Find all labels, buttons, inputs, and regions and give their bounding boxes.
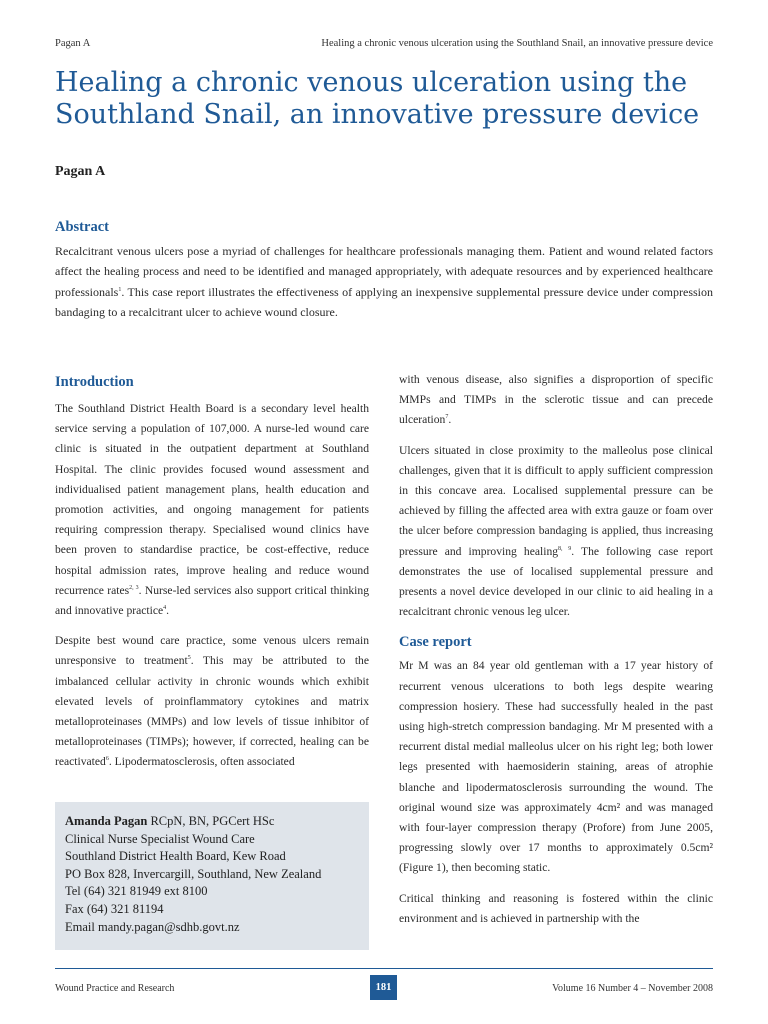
- article-title-line-2: Southland Snail, an innovative pressure device: [55, 99, 700, 130]
- case-report-paragraph-2: Critical thinking and reasoning is fostered within the clinic environment and is achieved in partnership with the: [399, 891, 713, 925]
- running-header-title: Healing a chronic venous ulceration using the Southland Snail, an innovative pressure device: [321, 38, 713, 49]
- text-run: .: [166, 604, 170, 618]
- abstract-text: [55, 241, 713, 322]
- article-title: [55, 67, 715, 131]
- text-run: . Lipodermatosclerosis, often associated: [108, 755, 295, 769]
- abstract-text-part: Recalcitrant venous ulcers pose a myriad of challenges for healthcare professionals managing them. Patient and wound related factors affect the healing process and need to be identified and managed appropriately, with adequate resources and by experienced healthcare professionals: [55, 244, 713, 299]
- author-box-address: PO Box 828, Invercargill, Southland, New Zealand: [65, 866, 322, 881]
- citation-ref: 2, 3: [129, 584, 139, 591]
- introduction-paragraph-1: [55, 399, 369, 621]
- abstract-heading: Abstract: [55, 219, 109, 235]
- left-column: [55, 372, 369, 783]
- right-column: [399, 370, 713, 939]
- text-run: Despite best wound care practice, some venous ulcers remain unresponsive to treatment: [55, 634, 369, 668]
- case-report-paragraph-1: Mr M was an 84 year old gentleman with a 17 year history of recurrent venous ulcerations to both legs despite wearing compression hosiery. These had successfully healed in the past using high-stretch compression bandaging. Mr M presented with a recurrent distal medial malleolus ulcer on his right leg; both lower legs presented with haemosiderin staining, areas of atrophie blanche and lipodermatosclerosis surrounding the wound. The original wound size was approximately 4cm² and was managed with four-layer compression therapy (Profore) from June 2005, progressing slowly over 17 months to approximately 0.5cm² (Figure 1), then becoming static.: [399, 659, 713, 875]
- citation-ref: 6: [105, 756, 109, 763]
- footer-volume-info: Volume 16 Number 4 – November 2008: [552, 983, 713, 994]
- text-run: . The following case report demonstrates the use of localised supplemental pressure and presents a novel device developed in our clinic to aid healing in a recalcitrant chronic venous leg ulcer.: [399, 544, 713, 619]
- page-number-badge: 181: [370, 975, 397, 1000]
- case-report-heading: Case report: [399, 634, 472, 651]
- right-paragraph-2: [399, 441, 713, 623]
- author-box-fax: Fax (64) 321 81194: [65, 901, 164, 916]
- citation-ref: 7: [445, 414, 449, 421]
- footer-journal-name: Wound Practice and Research: [55, 983, 175, 994]
- abstract-text-part: . This case report illustrates the effectiveness of applying an inexpensive supplemental pressure device under compression bandaging to a recalcitrant ulcer to achieve wound closure.: [55, 284, 713, 319]
- introduction-paragraph-2: [55, 631, 369, 772]
- text-run: .: [448, 413, 452, 427]
- right-paragraph-1: [399, 370, 713, 431]
- footer-divider: [55, 968, 713, 969]
- author-box-email[interactable]: Email mandy.pagan@sdhb.govt.nz: [65, 919, 240, 934]
- introduction-heading: Introduction: [55, 374, 134, 390]
- author-box-name: Amanda Pagan: [65, 814, 148, 828]
- running-header-author: Pagan A: [55, 38, 91, 49]
- author-box-organisation: Southland District Health Board, Kew Road: [65, 849, 286, 864]
- running-header: [55, 38, 713, 54]
- text-run: . Nurse-led services also support critical thinking and innovative practice: [55, 583, 369, 618]
- citation-ref: 1: [118, 286, 122, 293]
- author-box-telephone: Tel (64) 321 81949 ext 8100: [65, 884, 208, 899]
- author-box-credentials: RCpN, BN, PGCert HSc: [147, 814, 275, 828]
- citation-ref: 8, 9: [558, 545, 572, 552]
- citation-ref: 5: [187, 655, 191, 662]
- text-run: Ulcers situated in close proximity to the malleolus pose clinical challenges, given that it is difficult to apply sufficient compression in this concave area. Localised supplemental pressure can be achieved by filling the affected area with extra gauze or foam over the ulcer before compression bandaging is applied, thus increasing pressure and improving healing: [399, 443, 713, 558]
- author-box-role: Clinical Nurse Specialist Wound Care: [65, 831, 255, 846]
- article-title-line-1: Healing a chronic venous ulceration using the: [55, 67, 688, 98]
- author-box-name-line: [65, 813, 359, 831]
- article-author: Pagan A: [55, 164, 106, 179]
- text-run: with venous disease, also signifies a disproportion of specific MMPs and TIMPs in the sclerotic tissue and can precede ulceration: [399, 373, 713, 427]
- text-run: . This may be attributed to the imbalanced cellular activity in chronic wounds which exhibit elevated levels of proinflammatory cytokines and matrix metalloproteinases (MMPs) and low levels of tissue inhibitor of metalloproteinases (TIMPs); however, if corrected, healing can be reactivated: [55, 654, 369, 769]
- citation-ref: 4: [163, 605, 167, 612]
- text-run: The Southland District Health Board is a secondary level health service serving a population of 107,000. A nurse-led wound care clinic is situated in the outpatient department at Southland Hospital. The clinic provides focused wound assessment and individualised patient management plans, health education and promotion activities, and ongoing management for patients requiring compression therapy. Specialised wound clinics have been proven to standardise practice, be cost-effective, reduce hospital admission rates, improve healing and reduce wound recurrence rates: [55, 402, 369, 597]
- author-contact-box: [55, 802, 369, 950]
